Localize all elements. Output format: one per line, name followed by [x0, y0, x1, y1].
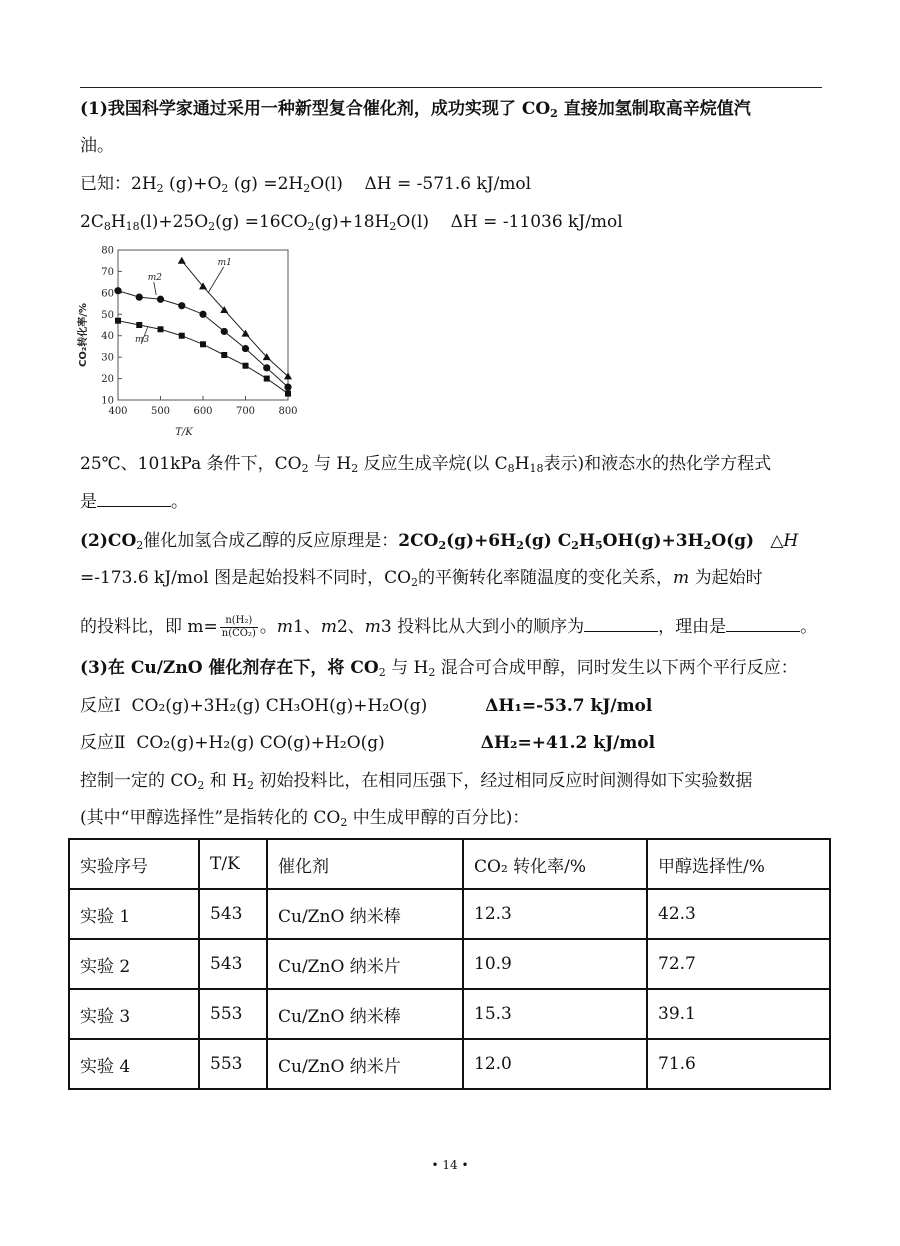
table-cell: 实验 1	[69, 889, 199, 939]
y-tick-label: 70	[101, 266, 114, 278]
q2-text-c: 的平衡转化率随温度的变化关系，	[418, 568, 674, 588]
plot-frame	[118, 250, 288, 400]
q1-prompt-line: 25℃、101kPa 条件下，$CO_2$ 与 $H_2$ 反应生成辛烷(以 $C_8H_{18}$表示)和液态水的热化学方程式	[80, 454, 772, 475]
q2-text-d: 为起始时	[694, 568, 763, 588]
q3-line-4: 控制一定的 $CO_2$ 和 $H_2$ 初始投料比，在相同压强下，经过相同反应时间测得如下实验数据	[80, 771, 753, 792]
q1-line-1: (1)我国科学家通过采用一种新型复合催化剂，成功实现了 $CO_2$ 直接加氢制取高辛烷值汽	[80, 99, 751, 120]
table-row	[69, 989, 830, 1039]
x-tick-label: 700	[235, 406, 256, 417]
table-cell: 553	[199, 989, 267, 1039]
data-point-m2	[114, 287, 121, 294]
data-point-m2	[263, 364, 270, 371]
y-tick-label: 60	[101, 288, 114, 300]
table-cell: 10.9	[463, 939, 647, 989]
data-point-m3	[179, 333, 185, 339]
q3-text-e: 和 H	[209, 771, 247, 791]
q2-label: (2)CO	[80, 531, 137, 551]
table-cell: 实验 2	[69, 939, 199, 989]
q1-answer-label: 是	[80, 492, 97, 512]
y-tick-label: 20	[101, 374, 114, 386]
q2-order-blank[interactable]	[584, 617, 658, 632]
x-tick-label: 500	[150, 406, 171, 417]
y-tick-label: 30	[101, 352, 114, 364]
table-cell: Cu/ZnO 纳米棒	[267, 889, 463, 939]
header-cell: 催化剂	[267, 839, 463, 889]
table-cell: Cu/ZnO 纳米片	[267, 1039, 463, 1089]
data-point-m3	[200, 341, 206, 347]
q2-text-a: 催化加氢合成乙醇的反应原理是：	[143, 531, 399, 551]
y-tick-label: 10	[101, 395, 114, 407]
known-equation-2: $2C_8H_{18}(l)+25O_2(g) =16CO_2(g)+18H_2O(l)$ ΔH = -11036 kJ/mol	[80, 212, 623, 233]
data-point-m3	[221, 352, 227, 358]
reaction-1	[80, 694, 652, 718]
reaction-2-label: 反应Ⅱ	[80, 733, 126, 753]
q2-equation: $2CO_2(g)+6H_2(g)$ $C_2H_5OH(g)+3H_2O(g)$	[398, 531, 755, 552]
q1-text-b: 直接加氢制取高辛烷值汽	[563, 99, 751, 119]
table-cell: Cu/ZnO 纳米棒	[267, 989, 463, 1039]
table-cell: 72.7	[647, 939, 830, 989]
q2-text-b: =-173.6 kJ/mol 图是起始投料不同时，CO	[80, 568, 412, 588]
q2-text-e: 的投料比，即 m=	[80, 617, 218, 637]
q1-answer-end: 。	[171, 492, 188, 512]
x-tick-labels	[108, 406, 297, 417]
q1-answer-line	[80, 490, 188, 514]
known-label: 已知：	[80, 174, 131, 194]
data-point-m3	[115, 318, 121, 324]
q2-reason-blank[interactable]	[726, 617, 800, 632]
feed-ratio-fraction	[220, 615, 258, 640]
top-rule	[80, 87, 822, 88]
series-name-label: m1	[217, 258, 232, 268]
reaction-1-dh: ΔH₁=-53.7 kJ/mol	[485, 696, 653, 716]
known-equation-1: 已知：$2H_2$ $(g)+O_2$ $(g) =2H_2O(l)$ ΔH = -571.6 kJ/mol	[80, 174, 532, 195]
y-tick-label: 80	[101, 245, 114, 257]
q2-line-2: =-173.6 kJ/mol 图是起始投料不同时，$CO_2$的平衡转化率随温度的变化关系，m 为起始时	[80, 568, 763, 589]
q1-prompt-a: 25℃、101kPa 条件下，CO	[80, 454, 302, 474]
table-cell: 71.6	[647, 1039, 830, 1089]
q3-text-h: 中生成甲醇的百分比)：	[352, 808, 530, 828]
data-point-m2	[242, 345, 249, 352]
x-axis-label: T/K	[175, 427, 193, 438]
y-tick-label: 40	[101, 331, 114, 343]
x-tick-label: 600	[193, 406, 213, 417]
data-point-m3	[285, 391, 291, 397]
y-tick-label: 50	[101, 309, 114, 321]
table-cell: 39.1	[647, 989, 830, 1039]
data-point-m3	[136, 322, 142, 328]
q3-text-d: 控制一定的 CO	[80, 771, 198, 791]
q3-text-a: (3)在 Cu/ZnO 催化剂存在下，将 CO	[80, 658, 379, 678]
co2-conversion-chart	[74, 245, 298, 445]
data-point-m3	[158, 326, 164, 332]
table-row	[69, 939, 830, 989]
fraction-denominator: n(CO₂)	[221, 628, 256, 639]
table-cell: 543	[199, 889, 267, 939]
header-cell: 甲醇选择性/%	[647, 839, 830, 889]
known-dh-2: ΔH = -11036 kJ/mol	[450, 212, 623, 232]
data-point-m3	[243, 363, 249, 369]
data-point-m2	[136, 294, 143, 301]
q3-line-5: (其中“甲醇选择性”是指转化的 $CO_2$ 中生成甲醇的百分比)：	[80, 808, 530, 829]
reaction-1-label: 反应Ⅰ	[80, 696, 121, 716]
q1-answer-blank[interactable]	[97, 492, 171, 507]
table-cell: 15.3	[463, 989, 647, 1039]
q1-prompt-b: 与 H	[308, 454, 352, 474]
table-cell: 实验 4	[69, 1039, 199, 1089]
q3-text-g: (其中“甲醇选择性”是指转化的 CO	[80, 808, 341, 828]
q2-delta-h: △H	[770, 531, 799, 551]
table-cell: 553	[199, 1039, 267, 1089]
table-cell: 12.0	[463, 1039, 647, 1089]
q3-text-f: 初始投料比，在相同压强下，经过相同反应时间测得如下实验数据	[259, 771, 753, 791]
table-row	[69, 889, 830, 939]
q2-line-1: $(2)CO_2$催化加氢合成乙醇的反应原理是：$2CO_2(g)+6H_2(g)$ $C_2H_5OH(g)+3H_2O(g)$ △H	[80, 531, 799, 552]
data-point-m2	[157, 296, 164, 303]
x-tick-label: 400	[108, 406, 128, 417]
table-cell: 实验 3	[69, 989, 199, 1039]
table-cell: Cu/ZnO 纳米片	[267, 939, 463, 989]
q3-line-1: (3)在 Cu/ZnO 催化剂存在下，将 $CO_2$ 与 $H_2$ 混合可合成甲醇，同时发生以下两个平行反应：	[80, 658, 798, 679]
table-header-row	[69, 839, 830, 889]
header-cell: CO₂ 转化率/%	[463, 839, 647, 889]
q1-line-2: 油。	[80, 136, 114, 156]
table-cell: 42.3	[647, 889, 830, 939]
data-point-m2	[199, 311, 206, 318]
experiment-table	[68, 838, 831, 1090]
table-row	[69, 1039, 830, 1089]
q3-text-b: 与 H	[391, 658, 429, 678]
fraction-numerator: n(H₂)	[220, 615, 258, 628]
series-name-label: m2	[147, 273, 163, 283]
x-tick-label: 800	[278, 406, 298, 417]
y-tick-labels	[101, 246, 114, 407]
q2-m-symbol: m	[673, 568, 690, 588]
known-dh-1: ΔH = -571.6 kJ/mol	[364, 174, 532, 194]
data-point-m2	[178, 302, 185, 309]
data-point-m3	[264, 376, 270, 382]
reaction-2-dh: ΔH₂=+41.2 kJ/mol	[480, 733, 656, 753]
y-axis-label: CO₂转化率/%	[78, 303, 89, 367]
series-name-label: m3	[135, 335, 150, 346]
data-point-m2	[284, 384, 291, 391]
reaction-2	[80, 731, 655, 755]
q1-text-a: (1)我国科学家通过采用一种新型复合催化剂，成功实现了 CO	[80, 99, 551, 119]
header-cell: 实验序号	[69, 839, 199, 889]
q2-line-3: 的投料比，即 m= $\frac{\text{n(H₂)}}{\text{n(CO₂)}}$ 。m1、m2、m3 投料比从大到小的顺序为 ，理由是 。	[80, 615, 818, 639]
q1-prompt-c: 反应生成辛烷(以 C	[358, 454, 508, 474]
data-point-m2	[221, 328, 228, 335]
header-cell: T/K	[199, 839, 267, 889]
reaction-2-equation: CO₂(g)+H₂(g) CO(g)+H₂O(g)	[136, 733, 385, 753]
q1-prompt-d: 表示)和液态水的热化学方程式	[543, 454, 772, 474]
q3-text-c: 混合可合成甲醇，同时发生以下两个平行反应：	[440, 658, 798, 678]
table-cell: 543	[199, 939, 267, 989]
table-cell: 12.3	[463, 889, 647, 939]
page-number: • 14 •	[431, 1158, 469, 1172]
reaction-1-equation: CO₂(g)+3H₂(g) CH₃OH(g)+H₂O(g)	[131, 696, 428, 716]
